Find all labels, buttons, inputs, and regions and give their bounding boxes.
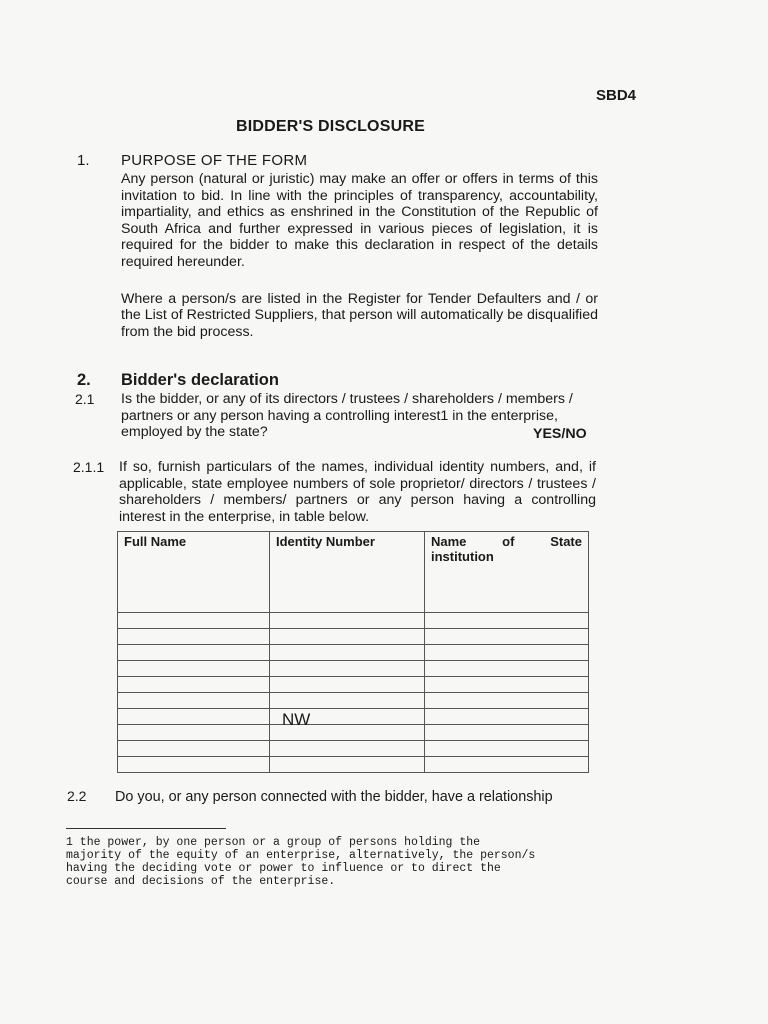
footnote: 1 the power, by one person or a group of persons holding the majority of the equity of an enterprise, alternatively, the person/s having the deciding vote or power to influence or to direct the course and decisions of the enterprise. [66, 836, 536, 888]
column-full-name: Full Name [118, 532, 270, 613]
form-code: SBD4 [595, 87, 636, 104]
table-row [118, 661, 589, 677]
table-row [118, 613, 589, 629]
table-header-row [118, 532, 589, 613]
section-2-number: 2. [77, 371, 91, 389]
question-2-1-1-text: If so, furnish particulars of the names, individual identity numbers, and, if applicable, state employee numbers of sole proprietor/ directors / trustees / shareholders / members/ partners or any person having a controlling interest in the enterprise, in table below. [119, 459, 596, 525]
column-identity-number: Identity Number [270, 532, 425, 613]
section-1-number: 1. [77, 152, 90, 169]
question-2-1-text: Is the bidder, or any of its directors / trustees / shareholders / members / partners or any person having a controlling interest1 in the enterprise, employed by the state? [121, 391, 573, 441]
footnote-divider [66, 828, 226, 829]
yes-no-answer: YES/NO [533, 426, 587, 442]
table-row [118, 709, 589, 725]
column-name-word: Name [431, 534, 467, 549]
table-row [118, 757, 589, 773]
section-2-heading: Bidder's declaration [121, 371, 279, 389]
column-institution-word: institution [431, 549, 494, 564]
table-row [118, 725, 589, 741]
section-1-body [121, 171, 598, 340]
handwritten-initials: NW [282, 710, 311, 729]
particulars-table [117, 531, 589, 773]
column-of-word: of [502, 534, 515, 549]
restricted-suppliers-paragraph: Where a person/s are listed in the Register for Tender Defaulters and / or the List of Restricted Suppliers, that person will automatically be disqualified from the bid process. [121, 290, 598, 340]
purpose-paragraph: Any person (natural or juristic) may make an offer or offers in terms of this invitation to bid. In line with the principles of transparency, accountability, impartiality, and ethics as enshrined in the Constitution of the Republic of South Africa and further expressed in various pieces of legislation, it is required for the bidder to make this declaration in respect of the details required hereunder. [121, 171, 598, 270]
table-row [118, 741, 589, 757]
section-1-heading: PURPOSE OF THE FORM [121, 152, 308, 169]
question-2-2-text: Do you, or any person connected with the bidder, have a relationship [115, 789, 553, 805]
table-row [118, 645, 589, 661]
question-2-1-1-number: 2.1.1 [73, 459, 105, 475]
table-row [118, 677, 589, 693]
page-title: BIDDER'S DISCLOSURE [236, 118, 425, 135]
table-row [118, 629, 589, 645]
table-row [118, 693, 589, 709]
column-state-word: State [550, 534, 582, 549]
question-2-2-number: 2.2 [67, 788, 87, 804]
question-2-1-number: 2.1 [75, 391, 95, 407]
column-state-institution [425, 532, 589, 613]
